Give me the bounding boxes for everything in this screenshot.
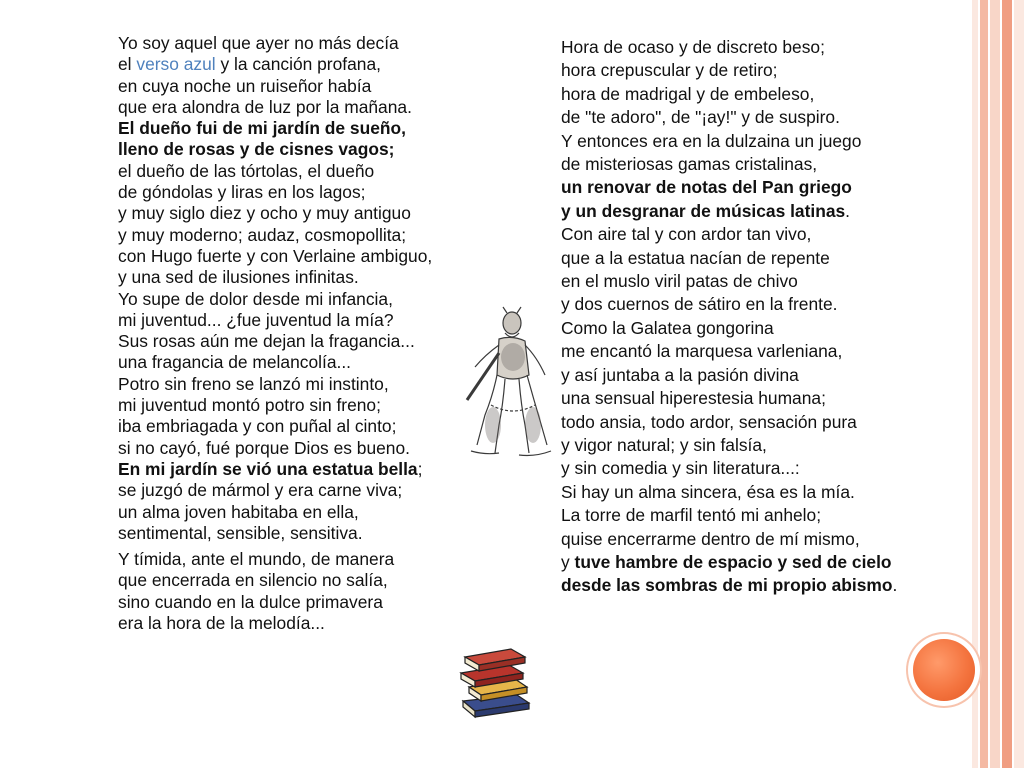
line-text: el	[118, 54, 137, 75]
line-text: con Hugo fuerte y con Verlaine ambiguo,	[118, 245, 433, 266]
satyr-illustration	[455, 305, 565, 465]
line-text: y vigor natural; y sin falsía,	[561, 434, 767, 455]
left-line	[118, 395, 498, 416]
left-line	[118, 182, 498, 203]
line-text: Yo supe de dolor desde mi infancia,	[118, 288, 393, 309]
line-text: y muy siglo diez y ocho y muy antiguo	[118, 203, 411, 224]
line-text: Si hay un alma sincera, ésa es la mía.	[561, 481, 855, 502]
line-text: y muy moderno; audaz, cosmopollita;	[118, 224, 407, 245]
bold-text: un renovar de notas del Pan griego	[561, 177, 852, 198]
line-text: ;	[417, 458, 423, 479]
line-text: y una sed de ilusiones infinitas.	[118, 267, 359, 288]
line-text: el dueño de las tórtolas, el dueño	[118, 160, 375, 181]
right-line	[561, 293, 906, 316]
line-text: Con aire tal y con ardor tan vivo,	[561, 224, 812, 245]
verso-azul-text: verso azul	[136, 54, 216, 75]
left-line	[118, 523, 498, 544]
line-text: Yo soy aquel que ayer no más decía	[118, 33, 399, 53]
left-line	[118, 352, 498, 373]
line-text: de góndolas y liras en los lagos;	[118, 182, 366, 203]
line-text: y así juntaba a la pasión divina	[561, 364, 799, 385]
line-text: de "te adoro", de "¡ay!" y de suspiro.	[561, 107, 840, 128]
left-line	[118, 416, 498, 437]
right-line	[561, 176, 906, 199]
right-line	[561, 457, 906, 480]
bold-text: En mi jardín se vió una estatua bella	[118, 458, 418, 479]
stripe-2	[980, 0, 988, 768]
stripe-3	[990, 0, 1000, 768]
left-line	[118, 139, 498, 160]
left-line	[118, 374, 498, 395]
left-line	[118, 267, 498, 288]
left-stanza2-line	[118, 570, 498, 591]
right-line	[561, 317, 906, 340]
left-line	[118, 480, 498, 501]
tail-bold-1: tuve hambre de espacio y sed de cielo	[574, 551, 892, 572]
left-line	[118, 246, 498, 267]
line-text: si no cayó, fué porque Dios es bueno.	[118, 437, 410, 458]
right-line	[561, 270, 906, 293]
line-text: mi juventud... ¿fue juventud la mía?	[118, 309, 394, 330]
right-line	[561, 434, 906, 457]
right-line	[561, 340, 906, 363]
tail-end: .	[892, 575, 898, 596]
right-line	[561, 130, 906, 153]
right-line	[561, 83, 906, 106]
left-stanza2-line	[118, 613, 498, 634]
bold-text: El dueño fui de mi jardín de sueño,	[118, 118, 406, 139]
bold-text: lleno de rosas y de cisnes vagos;	[118, 139, 395, 160]
right-line	[561, 59, 906, 82]
right-line	[561, 106, 906, 129]
left-line	[118, 118, 498, 139]
line-text: una fragancia de melancolía...	[118, 352, 351, 373]
left-line	[118, 76, 498, 97]
stripe-5	[1014, 0, 1024, 768]
line-text: Y entonces era en la dulzaina un juego	[561, 130, 862, 151]
line-text: una sensual hiperestesia humana;	[561, 388, 826, 409]
left-line	[118, 459, 498, 480]
right-line	[561, 36, 906, 59]
book-stack-illustration	[455, 643, 540, 723]
line-text	[118, 459, 418, 479]
left-line	[118, 331, 498, 352]
bold-text: y un desgranar de músicas latinas	[561, 200, 846, 221]
tail-bold-2: desde las sombras de mi propio abismo	[561, 575, 893, 596]
line-text: Como la Galatea gongorina	[561, 317, 774, 338]
left-line	[118, 97, 498, 118]
line-text: sentimental, sensible, sensitiva.	[118, 522, 363, 543]
right-line	[561, 481, 906, 504]
left-stanza2-line	[118, 592, 498, 613]
poem-left-column	[118, 33, 498, 634]
line-text	[561, 201, 845, 221]
line-text: en cuya noche un ruiseñor había	[118, 75, 372, 96]
line-text: hora crepuscular y de retiro;	[561, 60, 778, 81]
left-line	[118, 502, 498, 523]
left-line	[118, 310, 498, 331]
right-line	[561, 200, 906, 223]
line-text: que a la estatua nacían de repente	[561, 247, 830, 268]
line-text: La torre de marfil tentó mi anhelo;	[561, 505, 822, 526]
right-tail-text	[561, 551, 906, 598]
stripe-1	[972, 0, 978, 768]
line-text: que era alondra de luz por la mañana.	[118, 96, 412, 117]
line-text	[561, 177, 852, 197]
line-text: Hora de ocaso y de discreto beso;	[561, 37, 825, 57]
stripe-4	[1002, 0, 1012, 768]
right-line	[561, 153, 906, 176]
line-text: quise encerrarme dentro de mí mismo,	[561, 528, 860, 549]
line-text: todo ansia, todo ardor, sensación pura	[561, 411, 857, 432]
left-line	[118, 54, 498, 75]
line-text: sino cuando en la dulce primavera	[118, 591, 383, 612]
left-line	[118, 225, 498, 246]
line-text: era la hora de la melodía...	[118, 613, 325, 634]
right-line	[561, 247, 906, 270]
line-text: que encerrada en silencio no salía,	[118, 570, 388, 591]
decorative-orange-circle	[913, 639, 975, 701]
line-text: y sin comedia y sin literatura...:	[561, 458, 800, 479]
line-text: iba embriagada y con puñal al cinto;	[118, 416, 397, 437]
tail-prefix: y	[561, 551, 575, 572]
line-text: un alma joven habitaba en ella,	[118, 501, 359, 522]
right-line	[561, 411, 906, 434]
line-text: de misteriosas gamas cristalinas,	[561, 154, 818, 175]
left-line	[118, 161, 498, 182]
right-line	[561, 364, 906, 387]
line-text: mi juventud montó potro sin freno;	[118, 395, 381, 416]
line-text: me encantó la marquesa varleniana,	[561, 341, 843, 362]
left-line	[118, 33, 498, 54]
left-stanza2-line	[118, 549, 498, 570]
line-text: en el muslo viril patas de chivo	[561, 271, 798, 292]
line-text: .	[845, 200, 851, 221]
poem-right-column	[561, 36, 906, 598]
line-text	[118, 118, 406, 138]
left-line	[118, 438, 498, 459]
line-text: y la canción profana,	[215, 54, 381, 75]
line-text: Sus rosas aún me dejan la fragancia...	[118, 331, 415, 352]
decorative-side-stripes	[972, 0, 1024, 768]
right-line	[561, 504, 906, 527]
right-line	[561, 387, 906, 410]
left-line	[118, 289, 498, 310]
line-text: Y tímida, ante el mundo, de manera	[118, 549, 395, 570]
right-line	[561, 528, 906, 551]
left-line	[118, 203, 498, 224]
right-line	[561, 223, 906, 246]
line-text: Potro sin freno se lanzó mi instinto,	[118, 373, 389, 394]
line-text: se juzgó de mármol y era carne viva;	[118, 480, 403, 501]
line-text	[118, 139, 394, 159]
line-text: y dos cuernos de sátiro en la frente.	[561, 294, 838, 315]
line-text: hora de madrigal y de embeleso,	[561, 83, 815, 104]
